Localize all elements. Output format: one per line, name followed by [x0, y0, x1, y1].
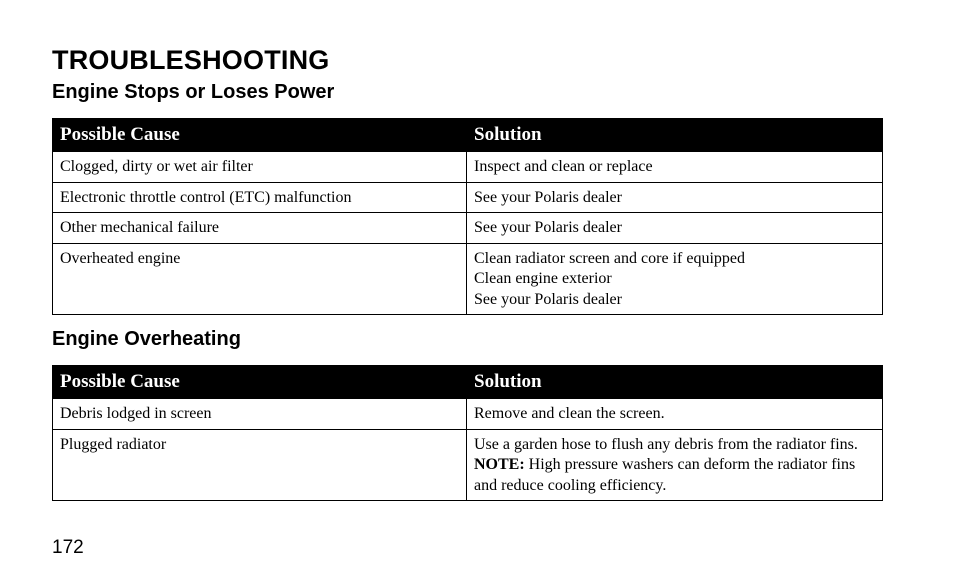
troubleshooting-table-engine-stops	[52, 118, 883, 315]
solution-cell	[467, 399, 883, 430]
table-row	[53, 182, 883, 213]
solution-line: Inspect and clean or replace	[474, 158, 653, 175]
solution-line: Clean engine exterior	[474, 270, 612, 287]
solution-cell	[467, 213, 883, 244]
solution-cell	[467, 243, 883, 315]
cause-cell: Overheated engine	[53, 243, 467, 315]
troubleshooting-table-engine-overheating	[52, 365, 883, 501]
document-page	[52, 44, 882, 501]
solution-line: Clean radiator screen and core if equipped	[474, 249, 745, 267]
table-row	[53, 152, 883, 183]
solution-line: See your Polaris dealer	[474, 290, 622, 308]
note-text: High pressure washers can deform the radiator fins and reduce cooling efficiency.	[474, 456, 856, 494]
table-header-row	[53, 119, 883, 152]
solution-cell	[467, 152, 883, 183]
solution-line: See your Polaris dealer	[474, 219, 622, 236]
column-header-possible-cause: Possible Cause	[53, 366, 467, 399]
column-header-solution: Solution	[467, 119, 883, 152]
solution-line: See your Polaris dealer	[474, 188, 622, 206]
note-label: NOTE:	[474, 456, 525, 473]
cause-cell: Debris lodged in screen	[53, 399, 467, 430]
cause-cell: Plugged radiator	[53, 429, 467, 501]
page-number: 172	[52, 537, 84, 558]
solution-cell	[467, 182, 883, 213]
page-title: TROUBLESHOOTING	[52, 45, 330, 75]
solution-cell	[467, 429, 883, 501]
solution-text: Use a garden hose to flush any debris from the radiator fins.	[474, 435, 858, 453]
table-row	[53, 243, 883, 315]
column-header-possible-cause: Possible Cause	[53, 119, 467, 152]
cause-cell: Clogged, dirty or wet air filter	[53, 152, 467, 183]
table-row	[53, 213, 883, 244]
table-row	[53, 399, 883, 430]
cause-cell: Other mechanical failure	[53, 213, 467, 244]
table-header-row	[53, 366, 883, 399]
table-row	[53, 429, 883, 501]
column-header-solution: Solution	[467, 366, 883, 399]
section-heading-engine-overheating: Engine Overheating	[52, 328, 241, 350]
section-heading-engine-stops: Engine Stops or Loses Power	[52, 81, 335, 103]
cause-cell: Electronic throttle control (ETC) malfunction	[53, 182, 467, 213]
solution-line: Remove and clean the screen.	[474, 405, 665, 422]
